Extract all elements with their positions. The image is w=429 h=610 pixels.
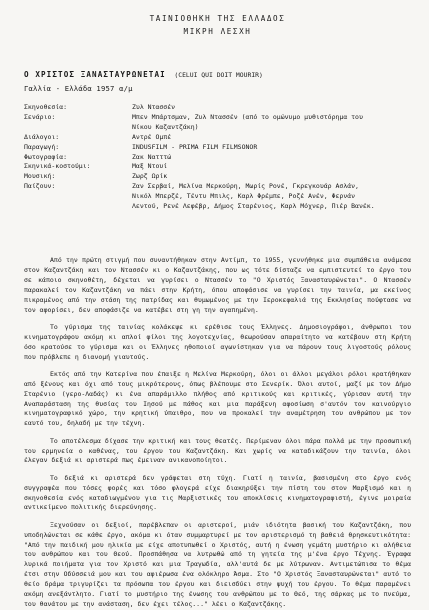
- credit-value: Μαξ Ντουί: [132, 162, 168, 171]
- paragraph: Από την πρώτη στιγμή που συναντήθηκαν στην Αντίμπ, το 1955, γεννήθηκε μια συμπάθεια ανάμεσα στον Καζαντζάκη και τον Ντασσέν κι ο Καζαντζάκης, που ως τότε δίσταζε να εμπιστευτεί το έργο του σε κάποιο σκηνοθέτη, δέχεται να γυρίσει ο Ντασσέν το "Ο Χριστός Ξανασταυρώνεται". Ο Ντασσέν παρακαλεί τον Καζαντζάκη να πάει στην Κρήτη, όπου αποφάσισε να γυρίσει την ταινία, μα εκείνος πικραμένος από την στάση της πατρίδας και θυμωμένος με την Ιεροκεφαλιά της Εκκλησίας πούφτασε να τον αφορίσει, δεν αποφάσιζε να κατέβει στη γη την αγαπημένη.: [24, 255, 411, 314]
- credit-row: [24, 172, 411, 182]
- credit-label: Διάλογοι:: [24, 132, 60, 141]
- credit-label: Παραγωγή:: [24, 142, 60, 151]
- credit-row: [24, 182, 411, 212]
- credit-value: Ζυλ Ντασσέν: [132, 103, 176, 111]
- paragraph: Το δεξιά κι αριστερά δεν γράφεται στη τύχη. Γιατί η ταινία, βασισμένη στο έργο ενός συγγραφέα που τόσες φορές και τόσο φλογερά είχε διακηρύξει την πίστη του στον Μαρξισμό και η σκηνοθεσία ενός καταδιωγμένου για τις Μαρξιστικές του αποκλίσεις κινηματογραφιστή, έγινε μοιραία αντικείμενο πολιτικής διερεύνησης.: [24, 473, 411, 512]
- original-title: (CELUI QUI DOIT MOURIR): [174, 71, 263, 79]
- credits-list: [24, 103, 411, 212]
- credit-label: Παίζουν:: [24, 182, 56, 191]
- archive-name: ΤΑΙΝΙΟΘΗΚΗ ΤΗΣ ΕΛΛΑΔΟΣ: [149, 14, 286, 23]
- credit-row: [24, 113, 411, 133]
- credit-value: Ζωρζ Ωρίκ: [132, 172, 168, 181]
- credit-row: [24, 162, 411, 172]
- country-year: Γαλλία - Ελλάδα 1957 α/μ: [24, 84, 133, 93]
- credit-value: Ζαν Σερβαί, Μελίνα Μερκούρη, Μωρίς Ρονέ, Γκρεγκουάρ Ασλάν, Νικόλ Μπερζέ, Τέντυ Μπιλς, Καρλ Φρέμπε, Ροζέ Ανέν, Φερνάν Λεντού, Ρενέ Λεφέβρ, Δήμος Σταρένιος, Καρλ Μόχνερ, Πιέρ Βανέκ.: [132, 182, 375, 211]
- credit-value: Αντρέ Ομπέ: [132, 132, 172, 141]
- credit-label: Φωτογραφία:: [24, 152, 68, 161]
- film-title: Ο ΧΡΙΣΤΟΣ ΞΑΝΑΣΤΑΥΡΩΝΕΤΑΙ: [24, 70, 166, 79]
- credit-row: [24, 133, 411, 143]
- paragraph: Το γύρισμα της ταινίας κολάκεψε κι ερέθισε τους Έλληνες. Δημοσιογράφοι, άνθρωποι του κινηματογράφου ακόμη κι απλοί φίλοι της λογοτεχνίας, θεωρούσαν απαραίτητο να κατέβουν στη Κρήτη όσο κρατούσε το γύρισμα και οι Έλληνες ηθοποιοί αγωνίστηκαν για να πάρουν τους λιγοστούς ρόλους που πρόβλεπε η διανομή γιαυτούς.: [24, 322, 411, 361]
- credit-row: [24, 153, 411, 163]
- credit-label: Μουσική:: [24, 172, 56, 181]
- credit-row: [24, 143, 411, 153]
- credit-label: Σενάριο:: [24, 112, 56, 121]
- credit-row: [24, 103, 411, 113]
- paragraph: Εκτός από την Κατερίνα που έπαιξε η Μελίνα Μερκούρη, όλοι οι άλλοι μεγάλοι ρόλοι κρατήθηκαν από ξένους και όχι από τους μικρότερους, όπως βλέπουμε στο Σενερίκ. Όλοι αυτοί, μαζί με τον Δήμο Σταρένιο (γερο-Λαδάς) κι ένα απαράμιλλο πλήθος από κριτικούς και κριτικές, γύρισαν αυτή την Αναπαράσταση της θυσίας του Ιησού με πάθος και μια παράξενη αφοσίωση σ'αυτόν τον καινούργιο κινηματογραφικό χώρο, την κρητική ύπαιθρο, που να προκαλεί την αναμέτρηση του ανθρώπου με τον εαυτό του, δηλαδή με την τέχνη.: [24, 369, 411, 428]
- film-title-line: [24, 69, 411, 81]
- credit-value: Μπεν Μπάρτσμαν, Ζυλ Ντασσέν (από το ομώνυμο μυθιστόρημα του Νίκου Καζαντζάκη): [132, 112, 363, 131]
- article-body: [24, 256, 411, 610]
- paragraph: Ξεχνούσαν οι δεξιοί, παρέβλεπαν οι αριστεροί, μιάν ιδιότητα βασική του Καζαντζάκη, που υποδηλώνεται σε κάθε έργο, ακόμα κι όταν συμμαρτυρεί με τον αριστερισμό τη βαθειά θρησκευτικότητα: "Από την παιδική μου ηλικία με είχε αποτυπωθεί ο Χριστός, αυτή η ένωση γεμάτη μυστήριο κι αλήθεια του ανθρώπου και του Θεού. Προσπάθησα να λυτρωθώ από τη γητεία της μ'ένα έργο Τέχνης. Έγραφα λυρικά ποιήματα για τον Χριστό και μια Τραγωδία, αλλ'αυτά δε με λύτρωναν. Αντιμετώπισα το θέμα έτσι στην Οδύσσειά μου και του αφιέρωσα ένα ολόκληρο Άσμα. Στο "Ο Χριστός Ξανασταυρώνεται" αυτό το θείο δράμα τριγυρίζει τα πρόσωπα του έργου και διεισδύει στην ψυχή του έργου. Το θέμα παραμένει ακόμη ανεξάντλητο. Γιατί το μυστήριο της ένωσης του ανθρώπου με το Θεό, της σάρκας με το πνεύμα, του θανάτου με την ανάσταση, δεν έχει τέλος..." λέει ο Καζαντζάκης.: [24, 520, 411, 609]
- club-name: ΜΙΚΡΗ ΛΕΣΧΗ: [183, 27, 252, 36]
- paragraph: Το αποτέλεσμα δίχασε την κριτική και τους θεατές. Περίμεναν όλοι πάρα πολλά με την προσωπική του ερμηνεία ο καθένας, του έργου του Καζαντζάκη. Και χωρίς να καταδικάζουν την ταινία, όλοι έλεγαν δεξιά κι αριστερά πως έμειναν ανικανοποίητοι.: [24, 436, 411, 465]
- credit-label: Σκηνικά-κοστούμι:: [24, 162, 91, 171]
- credit-value: Ζακ Νατττώ: [132, 152, 172, 161]
- credit-label: Σκηνοθεσία:: [24, 103, 68, 111]
- archive-header: [24, 12, 411, 38]
- credit-value: INDUSFILM - PRIMA FILM FILMSONOR: [132, 142, 258, 151]
